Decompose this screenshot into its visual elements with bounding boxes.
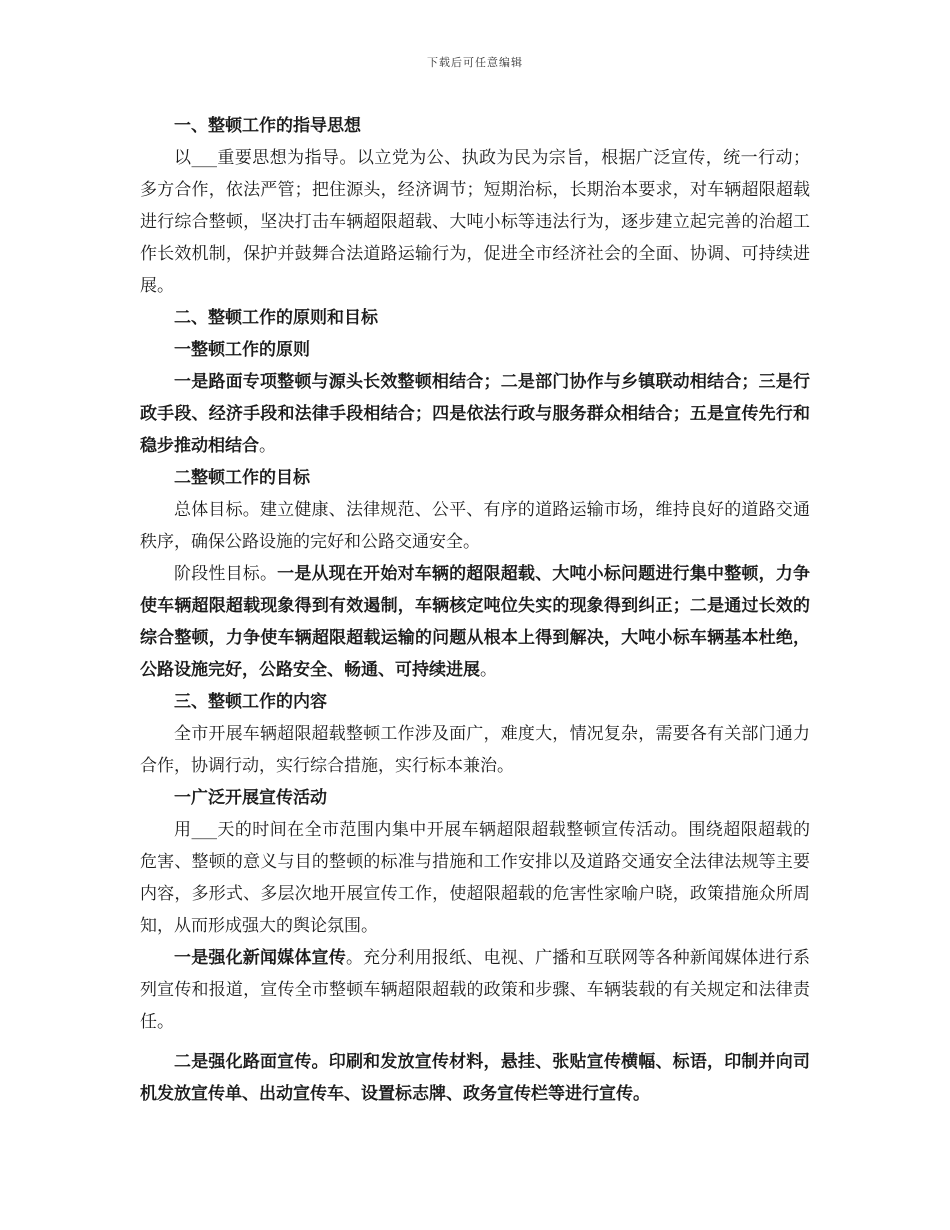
section-heading: 一、整顿工作的指导思想 <box>174 116 361 136</box>
paragraph <box>140 814 810 942</box>
text-run: 。 <box>259 436 276 456</box>
paragraph <box>140 142 810 302</box>
paragraph <box>140 942 810 1038</box>
text-run: 。 <box>480 660 497 680</box>
bold-text-run: 一是路面专项整顿与源头长效整顿相结合；二是部门协作与乡镇联动相结合；三是行政手段、经济手段和法律手段相结合；四是依法行政与服务群众相结合；五是宣传先行和稳步推动相结合 <box>140 372 810 456</box>
text-run: 全市开展车辆超限超载整顿工作涉及面广，难度大，情况复杂，需要各有关部门通力合作，协调行动，实行综合措施，实行标本兼治。 <box>140 724 810 776</box>
bold-text-run: 一是强化新闻媒体宣传 <box>174 948 346 968</box>
text-run: 。充分利用报纸、电视、广播和互联网等各种新闻媒体进行系列宣传和报道，宣传全市整顿车辆超限超载的政策和步骤、车辆装载的有关规定和法律责任。 <box>140 948 811 1032</box>
paragraph <box>140 366 810 462</box>
bold-text-run: 一是从现在开始对车辆的超限超载、大吨小标问题进行集中整顿，力争使车辆超限超载现象得到有效遏制，车辆核定吨位失实的现象得到纠正；二是通过长效的综合整顿，力争使车辆超限超载运输的问题从根本上得到解决，大吨小标车辆基本杜绝，公路设施完好，公路安全、畅通、可持续进展 <box>140 564 811 680</box>
text-run: 以___重要思想为指导。以立党为公、执政为民为宗旨，根据广泛宣传，统一行动；多方合作，依法严管；把住源头，经济调节；短期治标，长期治本要求，对车辆超限超载进行综合整顿，坚决打击车辆超限超载、大吨小标等违法行为，逐步建立起完善的治超工作长效机制，保护并鼓舞合法道路运输行为，促进全市经济社会的全面、协调、可持续进展。 <box>140 148 810 296</box>
section-heading: 一整顿工作的原则 <box>174 340 310 360</box>
text-run: 总体目标。建立健康、法律规范、公平、有序的道路运输市场，维持良好的道路交通秩序，确保公路设施的完好和公路交通安全。 <box>140 500 810 552</box>
section-heading: 一广泛开展宣传活动 <box>174 788 327 808</box>
section-heading: 三、整顿工作的内容 <box>174 692 327 712</box>
paragraph <box>140 494 810 558</box>
paragraph <box>140 558 810 686</box>
text-run: 用___天的时间在全市范围内集中开展车辆超限超载整顿宣传活动。围绕超限超载的危害、整顿的意义与目的整顿的标准与措施和工作安排以及道路交通安全法律法规等主要内容，多形式、多层次地开展宣传工作，使超限超载的危害性家喻户晓，政策措施众所周知，从而形成强大的舆论氛围。 <box>140 820 810 936</box>
text-run: 阶段性目标。 <box>174 564 278 584</box>
section-heading: 二整顿工作的目标 <box>174 468 310 488</box>
section-heading: 二、整顿工作的原则和目标 <box>174 308 378 328</box>
page-header: 下载后可任意编辑 <box>427 56 523 69</box>
document-body <box>140 110 810 1110</box>
paragraph <box>140 1046 810 1110</box>
bold-text-run: 二是强化路面宣传。印刷和发放宣传材料，悬挂、张贴宣传横幅、标语，印制并向司机发放宣传单、出动宣传车、设置标志牌、政务宣传栏等进行宣传。 <box>140 1052 810 1104</box>
paragraph <box>140 718 810 782</box>
